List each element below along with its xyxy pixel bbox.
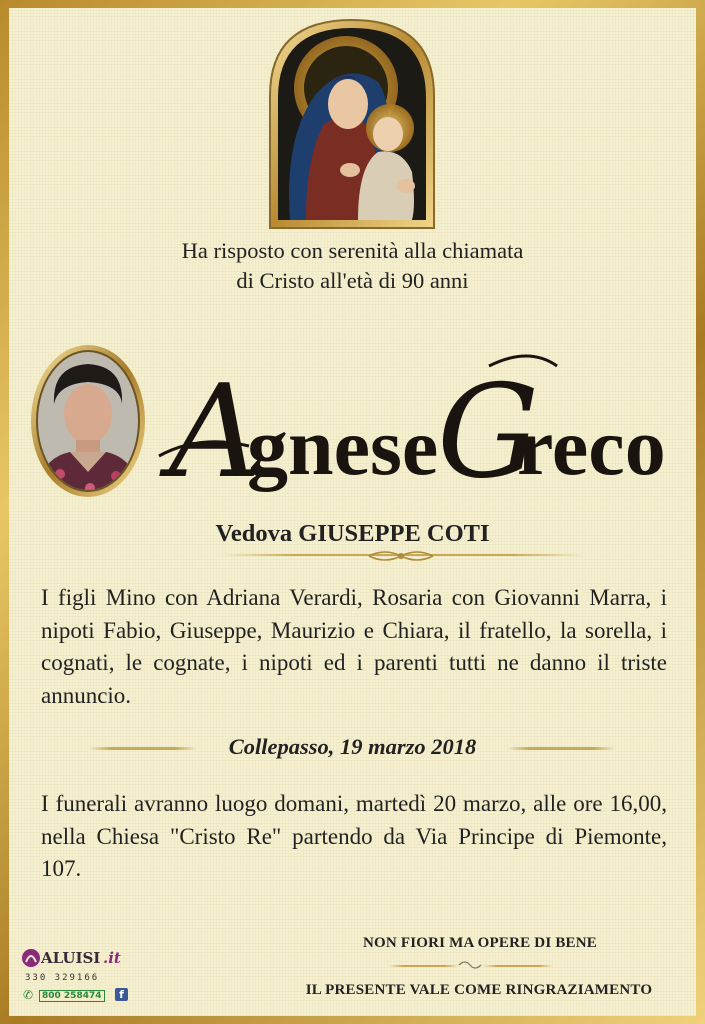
footer-rule-left [389,965,459,967]
agency-name: ALUISI [41,949,101,967]
intro-line-1: Ha risposto con serenità alla chiamata [181,238,524,263]
agency-toll-free: 800 258474 [39,990,105,1002]
agency-phone: 330 329166 [25,973,100,983]
flourish-icon [365,548,437,564]
facebook-icon[interactable]: f [115,988,128,1001]
last-name-initial: G [437,358,540,507]
footer-line-2: IL PRESENTE VALE COME RINGRAZIAMENTO [305,982,653,998]
footer-line-1: NON FIORI MA OPERE DI BENE [363,935,597,951]
first-name-initial: A [169,358,262,507]
place-rule-right [507,747,615,750]
intro-line-2: di Cristo all'età di 90 anni [236,268,469,293]
agency-logo [21,948,141,1010]
announcement-text: I figli Mino con Adriana Verardi, Rosaria con Giovanni Marra, i nipoti Fabio, Giuseppe, Maurizio e Chiara, il fratello, la sorella, i cognati, le cognate, i nipoti ed i parenti tutti ne danno il triste annuncio. [41,585,667,708]
agency-domain: .it [103,949,121,967]
place-date: Collepasso, 19 marzo 2018 [228,734,477,759]
funeral-text: I funerali avranno luogo domani, martedì 20 marzo, alle ore 16,00, nella Chiesa "Cristo Re" partendo da Via Principe di Piemonte, 107. [41,791,667,881]
notice-paper [9,8,696,1016]
madonna-icon [266,16,438,230]
phone-icon: ✆ [23,988,34,1002]
deceased-name [129,326,689,526]
footer-rule-right [483,965,553,967]
footer-flourish-icon [457,959,483,971]
agency-logo-icon [21,948,41,968]
last-name: reco [517,401,666,492]
widow-of: Vedova GIUSEPPE COTI [215,520,490,547]
first-name: gnese [247,401,439,492]
